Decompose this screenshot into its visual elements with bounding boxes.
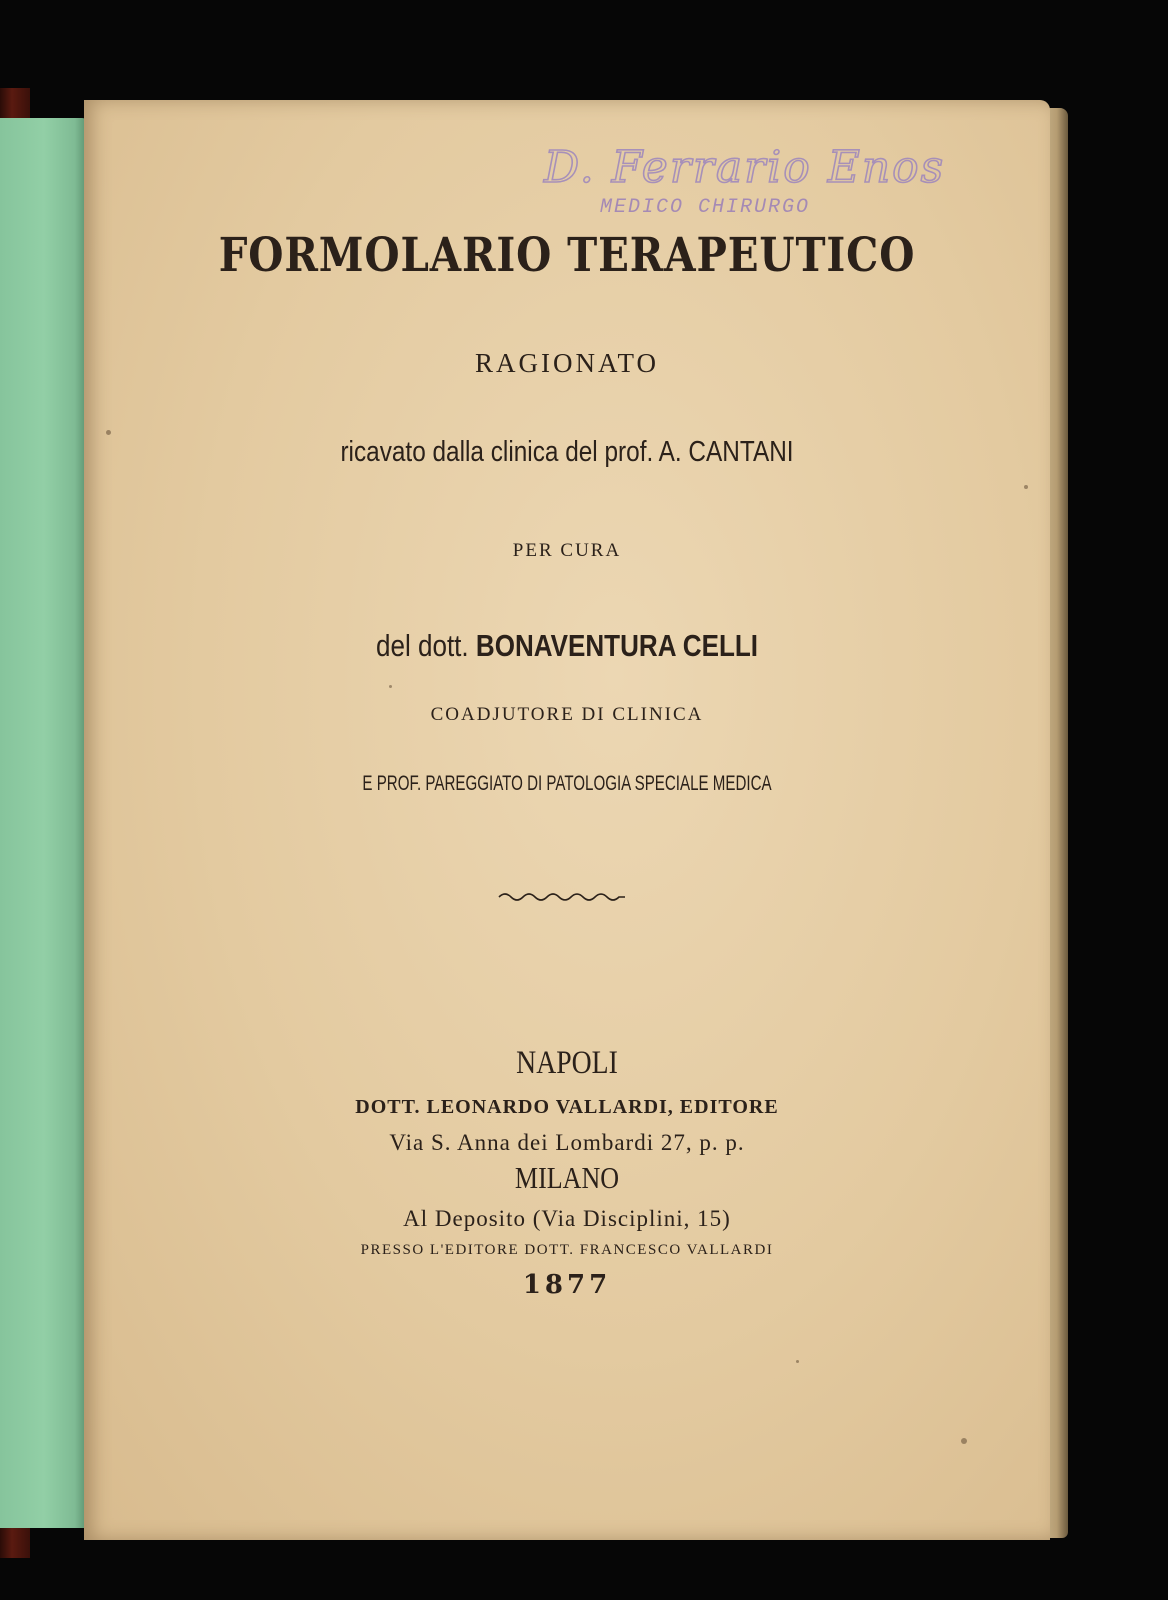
green-endpaper — [0, 118, 88, 1528]
imprint-address-2: Al Deposito (Via Disciplini, 15) — [403, 1206, 731, 1231]
owner-stamp-role: MEDICO CHIRURGO — [600, 196, 811, 219]
owner-stamp-name: D. Ferrario Enos — [544, 142, 946, 193]
author-role-2: E PROF. PAREGGIATO DI PATOLOGIA SPECIALE MEDICA — [362, 772, 772, 795]
title-page — [84, 100, 1050, 1540]
imprint-city-milano: MILANO — [514, 1160, 620, 1195]
paper-speck — [106, 430, 111, 435]
book-title: FORMOLARIO TERAPEUTICO — [218, 228, 916, 283]
book-subtitle: RAGIONATO — [474, 348, 659, 378]
author-line — [161, 628, 972, 664]
editor-prefix: PER CURA — [512, 540, 622, 561]
paper-speck — [389, 685, 392, 688]
imprint-city-napoli: NAPOLI — [516, 1045, 618, 1081]
author-name: BONAVENTURA CELLI — [475, 628, 758, 663]
imprint-year: 1877 — [522, 1270, 612, 1300]
paper-speck — [961, 1438, 967, 1444]
author-prefix: del dott. — [375, 628, 469, 663]
imprint-publisher-2: PRESSO L'EDITORE DOTT. FRANCESCO VALLARDI — [360, 1242, 774, 1258]
paper-speck — [796, 1360, 799, 1363]
derived-from-line: ricavato dalla clinica del prof. A. CANTANI — [340, 436, 794, 468]
imprint-publisher-1: DOTT. LEONARDO VALLARDI, EDITORE — [355, 1096, 779, 1118]
imprint-address-1: Via S. Anna dei Lombardi 27, p. p. — [389, 1130, 745, 1155]
author-role-1: COADJUTORE DI CLINICA — [430, 704, 704, 725]
paper-speck — [1024, 485, 1028, 489]
wavy-rule-ornament — [497, 890, 627, 904]
